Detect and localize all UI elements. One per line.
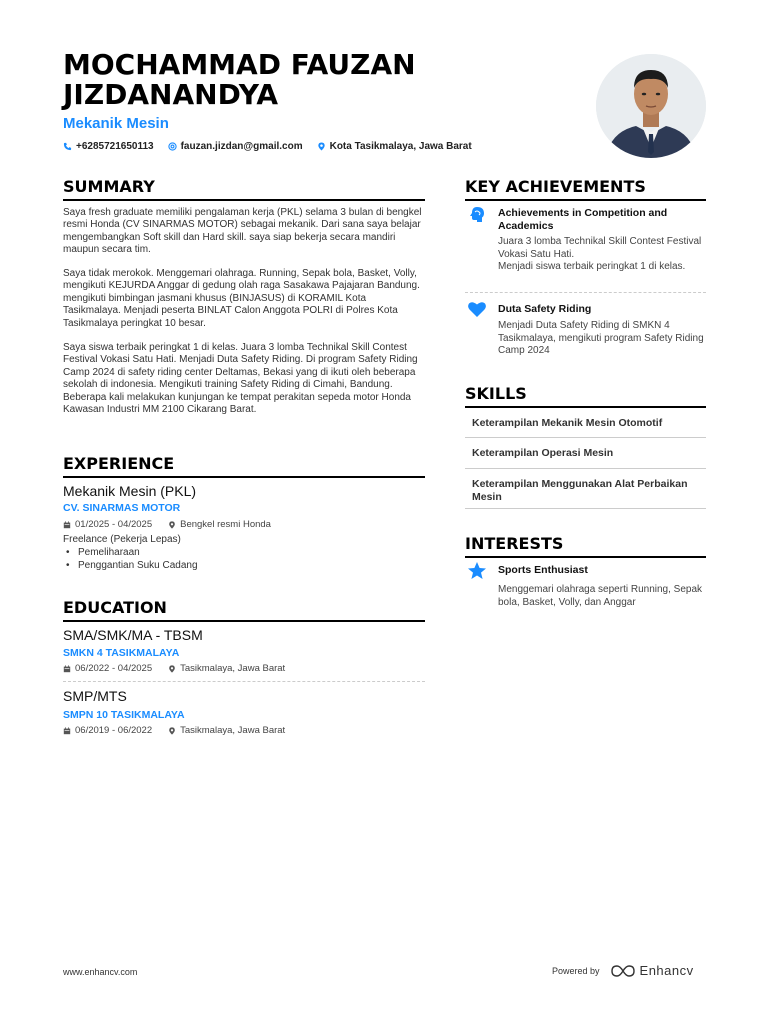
company-name: CV. SINARMAS MOTOR <box>63 502 181 514</box>
education-degree: SMP/MTS <box>63 688 127 704</box>
interests-heading: INTERESTS <box>465 534 706 558</box>
phone-icon <box>63 142 72 151</box>
summary-heading: SUMMARY <box>63 177 425 201</box>
job-bullet: • Pemeliharaan <box>66 547 198 560</box>
education-dates-text: 06/2019 - 06/2022 <box>75 725 153 736</box>
candidate-name: MOCHAMMAD FAUZAN JIZDANANDYA <box>63 48 416 111</box>
achievement-title: Duta Safety Riding <box>498 303 592 315</box>
brain-icon <box>467 205 487 225</box>
job-dates-text: 01/2025 - 04/2025 <box>75 519 153 530</box>
education-location <box>168 725 285 736</box>
enhancv-logo[interactable] <box>610 963 694 978</box>
skill-item: Keterampilan Operasi Mesin <box>472 447 614 459</box>
interest-title: Sports Enthusiast <box>498 564 588 576</box>
candidate-role: Mekanik Mesin <box>63 115 169 132</box>
calendar-icon <box>63 727 71 735</box>
education-location <box>168 663 285 674</box>
job-location-text: Bengkel resmi Honda <box>180 519 271 530</box>
skill-item: Keterampilan Menggunakan Alat Perbaikan Mesin <box>472 478 688 503</box>
job-type: Freelance (Pekerja Lepas) <box>63 534 181 545</box>
education-location-text: Tasikmalaya, Jawa Barat <box>180 725 286 736</box>
education-school: SMPN 10 TASIKMALAYA <box>63 709 185 721</box>
education-meta <box>63 725 285 736</box>
footer-branding <box>552 963 694 978</box>
divider <box>465 437 706 438</box>
avatar <box>596 54 706 158</box>
job-location <box>168 519 271 530</box>
divider <box>465 292 706 293</box>
email-contact[interactable] <box>168 141 303 152</box>
location-contact <box>317 141 472 152</box>
interest-desc: Menggemari olahraga seperti Running, Sepak bola, Basket, Volly, dan Anggar <box>498 584 703 608</box>
calendar-icon <box>63 521 71 529</box>
job-bullet: • Penggantian Suku Cadang <box>66 560 198 573</box>
location-pin-icon <box>168 727 176 735</box>
brand-name: Enhancv <box>639 963 694 978</box>
footer-website[interactable]: www.enhancv.com <box>63 967 138 977</box>
powered-by-text: Powered by <box>552 965 600 976</box>
divider <box>465 468 706 469</box>
location-text: Kota Tasikmalaya, Jawa Barat <box>329 141 472 152</box>
heart-icon <box>467 299 487 319</box>
location-pin-icon <box>168 665 176 673</box>
divider <box>63 681 425 682</box>
job-bullets <box>66 547 198 572</box>
education-school: SMKN 4 TASIKMALAYA <box>63 647 180 659</box>
education-dates <box>63 663 152 674</box>
summary-paragraph-1: Saya fresh graduate memiliki pengalaman kerja (PKL) selama 3 bulan di bengkel resmi Honda (CV SINARMAS MOTOR) sebagai mekanik. Dari sana saya belajar mengembangkan Soft skill dan Hard skill. saya siap bekerja secara mandiri maupun secara tim. <box>63 207 422 256</box>
achievement-title: Achievements in Competition and Academics <box>498 207 668 232</box>
enhancv-logo-icon <box>610 964 636 978</box>
divider <box>465 508 706 509</box>
contact-row <box>63 141 472 152</box>
summary-paragraph-3: Saya siswa terbaik peringkat 1 di kelas. Juara 3 lomba Technikal Skill Contest Festival Vokasi Satu Hati. Menjadi Duta Safety Riding. Di program Safety Riding Camp 2024 di safety riding center Deltamas, Bekasi yang di ikuti oleh beberapa sekolah di indonesia. Mengikuti training Safety Riding di Cimahi, Bandung. Beberapa kali melakukan kunjungan ke tempat perakitan sepeda motor Honda Kawasan Industri MM 2100 Cikarang Barat. <box>63 342 418 416</box>
phone-text: +6285721650113 <box>76 141 154 152</box>
job-title: Mekanik Mesin (PKL) <box>63 483 197 499</box>
achievements-heading: KEY ACHIEVEMENTS <box>465 177 706 201</box>
job-dates <box>63 519 152 530</box>
achievement-desc: Menjadi Duta Safety Riding di SMKN 4 Tasikmalaya, mengikuti program Safety Riding Camp 2024 <box>498 320 704 356</box>
education-location-text: Tasikmalaya, Jawa Barat <box>180 663 286 674</box>
achievement-desc: Juara 3 lomba Technikal Skill Contest Festival Vokasi Satu Hati. Menjadi siswa terbaik peringkat 1 di kelas. <box>498 236 702 272</box>
education-heading: EDUCATION <box>63 598 425 622</box>
at-icon <box>168 142 177 151</box>
education-meta <box>63 663 285 674</box>
skills-heading: SKILLS <box>465 384 706 408</box>
education-dates <box>63 725 152 736</box>
experience-heading: EXPERIENCE <box>63 454 425 478</box>
skill-item: Keterampilan Mekanik Mesin Otomotif <box>472 417 663 429</box>
job-meta <box>63 519 271 530</box>
education-degree: SMA/SMK/MA - TBSM <box>63 627 203 643</box>
summary-paragraph-2: Saya tidak merokok. Menggemari olahraga. Running, Sepak bola, Basket, Volly, mengikuti KEJURDA Anggar di gedung olah raga Sasakawa Pajajaran Bandung. mengikuti bimbingan jasmani khusus (BINJASUS) di KORAMIL Kota Tasikmalaya. Menjadi peserta BINLAT Calon Anggota POLRI di Polres Kota Tasikmalaya peringkat 10 besar. <box>63 268 420 329</box>
star-icon <box>467 561 487 581</box>
phone-contact[interactable] <box>63 141 154 152</box>
calendar-icon <box>63 665 71 673</box>
location-pin-icon <box>168 521 176 529</box>
profile-photo <box>596 54 706 158</box>
email-text: fauzan.jizdan@gmail.com <box>180 141 303 152</box>
education-dates-text: 06/2022 - 04/2025 <box>75 663 153 674</box>
location-pin-icon <box>317 142 326 151</box>
